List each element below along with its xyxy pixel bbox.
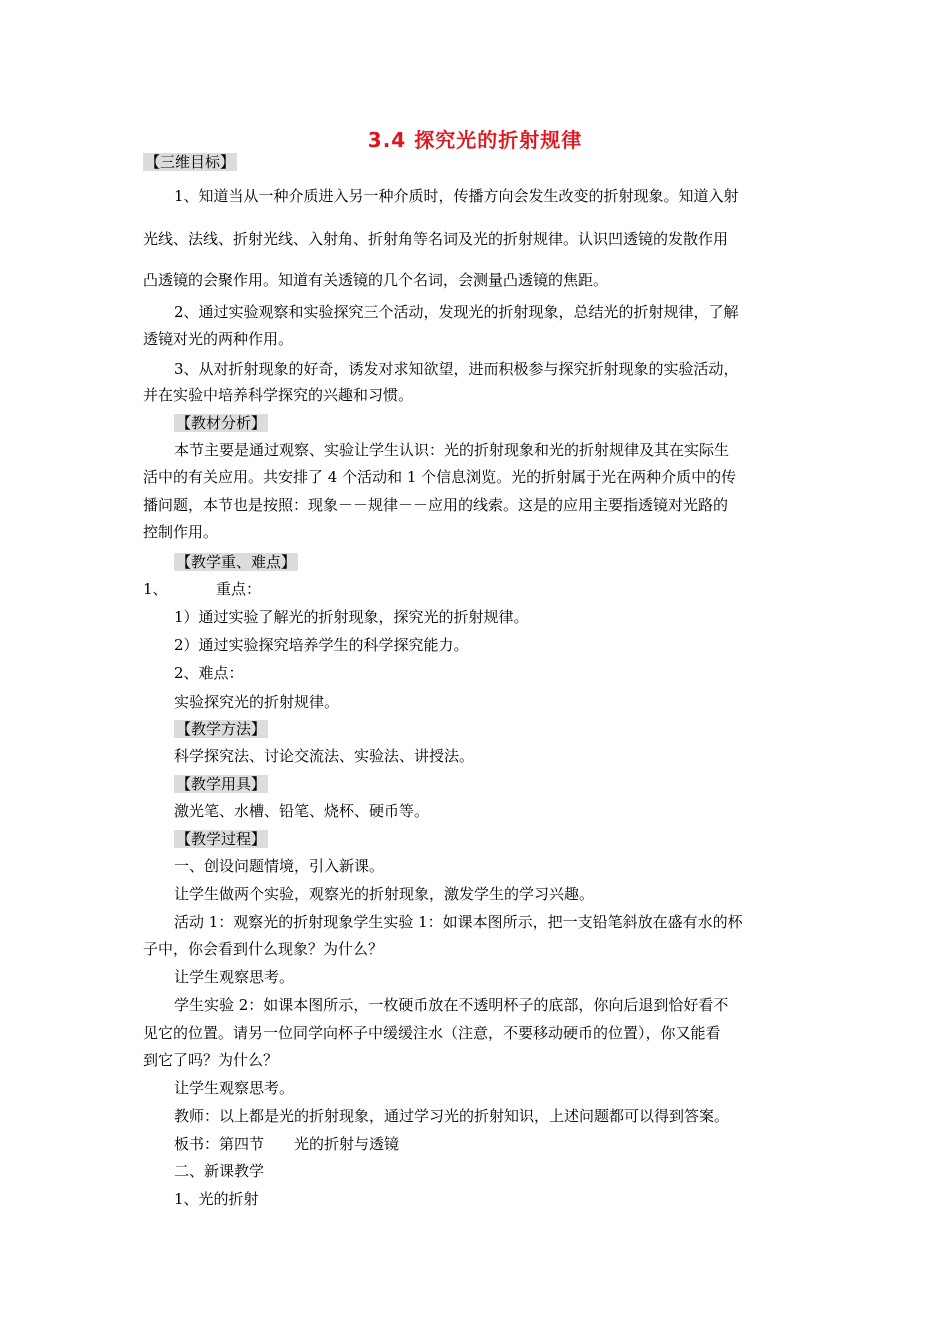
paragraph-line: 让学生观察思考。 [174,968,295,986]
paragraph-line: 教师：以上都是光的折射现象，通过学习光的折射知识，上述问题都可以得到答案。 [174,1107,730,1125]
section-heading-methods: 【教学方法】 [176,720,267,738]
paragraph-line: 1、知道当从一种介质进入另一种介质时，传播方向会发生改变的折射现象。知道入射 [174,187,739,205]
paragraph-line: 板书：第四节 光的折射与透镜 [174,1135,400,1153]
section-heading-key-points: 【教学重、难点】 [176,553,297,571]
page-title: 3.4 探究光的折射规律 [367,128,583,152]
list-item: 2）通过实验探究培养学生的科学探究能力。 [174,636,469,654]
paragraph-line: 见它的位置。请另一位同学向杯子中缓缓注水（注意，不要移动硬币的位置），你又能看 [143,1024,721,1042]
paragraph-line: 子中，你会看到什么现象？为什么？ [143,940,384,958]
section-heading-analysis: 【教材分析】 [176,414,267,432]
paragraph-line: 3、从对折射现象的好奇，诱发对求知欲望，进而积极参与探究折射现象的实验活动， [174,360,739,378]
paragraph-line: 二、新课教学 [174,1162,265,1180]
paragraph-line: 激光笔、水槽、铅笔、烧杯、硬币等。 [174,802,430,820]
paragraph-line: 控制作用。 [143,523,219,541]
list-label: 2、难点： [174,664,244,682]
paragraph-line: 透镜对光的两种作用。 [143,330,294,348]
paragraph-line: 让学生观察思考。 [174,1079,295,1097]
paragraph-line: 本节主要是通过观察、实验让学生认识：光的折射现象和光的折射规律及其在实际生 [174,441,730,459]
section-heading-tools: 【教学用具】 [176,775,267,793]
section-heading-objectives: 【三维目标】 [145,153,236,171]
list-label: 重点： [216,580,262,598]
paragraph-line: 活中的有关应用。共安排了 4 个活动和 1 个信息浏览。光的折射属于光在两种介质中的传 [143,468,737,486]
paragraph-line: 播问题，本节也是按照：现象－－规律－－应用的线索。这是的应用主要指透镜对光路的 [143,496,729,514]
paragraph-line: 并在实验中培养科学探究的兴趣和习惯。 [143,386,414,404]
paragraph-line: 光线、法线、折射光线、入射角、折射角等名词及光的折射规律。认识凹透镜的发散作用 [143,230,729,248]
paragraph-line: 科学探究法、讨论交流法、实验法、讲授法。 [174,747,475,765]
paragraph-line: 学生实验 2：如课本图所示，一枚硬币放在不透明杯子的底部，你向后退到恰好看不 [174,996,729,1014]
paragraph-line: 2、通过实验观察和实验探究三个活动，发现光的折射现象，总结光的折射规律，了解 [174,303,739,321]
paragraph-line: 1、光的折射 [174,1190,259,1208]
paragraph-line: 活动 1：观察光的折射现象学生实验 1：如课本图所示，把一支铅笔斜放在盛有水的杯 [174,913,743,931]
section-heading-process: 【教学过程】 [176,830,267,848]
paragraph-line: 让学生做两个实验，观察光的折射现象，激发学生的学习兴趣。 [174,885,595,903]
list-item: 1）通过实验了解光的折射现象，探究光的折射规律。 [174,608,529,626]
list-number: 1、 [143,580,168,598]
paragraph-line: 到它了吗？为什么？ [143,1051,279,1069]
paragraph-line: 凸透镜的会聚作用。知道有关透镜的几个名词，会测量凸透镜的焦距。 [143,271,609,289]
paragraph-line: 一、创设问题情境，引入新课。 [174,857,385,875]
list-item: 实验探究光的折射规律。 [174,693,340,711]
